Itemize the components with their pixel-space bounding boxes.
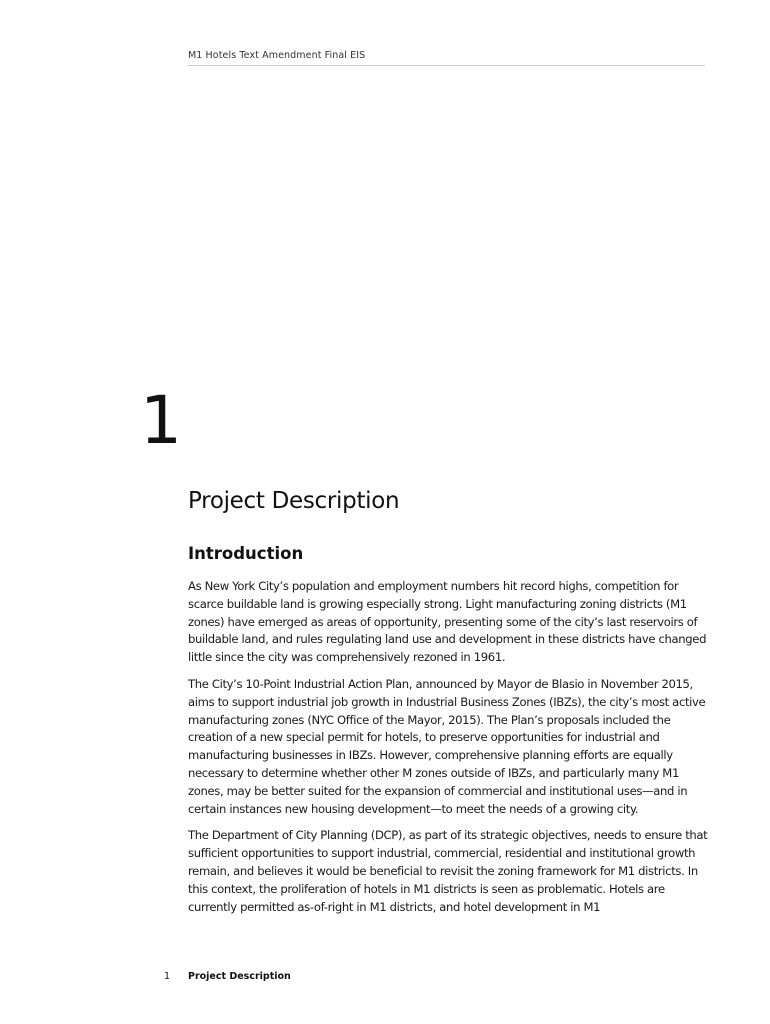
chapter-title: Project Description — [188, 488, 400, 514]
running-header: M1 Hotels Text Amendment Final EIS — [188, 50, 366, 61]
chapter-number: 1 — [140, 382, 182, 459]
paragraph-2: The City’s 10-Point Industrial Action Plan, announced by Mayor de Blasio in November 2015, aims to support industrial job growth in Industrial Business Zones (IBZs), the city’s most active manufacturing zones (NYC Office of the Mayor, 2015). The Plan’s proposals included the creation of a new special permit for hotels, to preserve opportunities for industrial and manufacturing businesses in IBZs. However, comprehensive planning efforts are equally necessary to determine whether other M zones outside of IBZs, and particularly many M1 zones, may be better suited for the expansion of commercial and institutional uses—and in certain instances new housing development—to meet the needs of a growing city. — [188, 676, 706, 816]
section-heading: Introduction — [188, 544, 304, 563]
footer-page-number: 1 — [164, 971, 171, 982]
paragraph-1: As New York City’s population and employment numbers hit record highs, competition for scarce buildable land is growing especially strong. Light manufacturing zoning districts (M1 zones) have emerged as areas of opportunity, presenting some of the city’s last reservoirs of buildable land, and rules regulating land use and development in these districts have changed little since the city was comprehensively rezoned in 1961. — [188, 579, 707, 665]
body-text — [188, 578, 708, 925]
paragraph-3: The Department of City Planning (DCP), as part of its strategic objectives, needs to ensure that sufficient opportunities to support industrial, commercial, residential and institutional growth remain, and believes it would be beneficial to revisit the zoning framework for M1 districts. In this context, the proliferation of hotels in M1 districts is seen as problematic. Hotels are currently permitted as-of-right in M1 districts, and hotel development in M1 — [188, 828, 708, 914]
footer-chapter-title: Project Description — [188, 971, 291, 982]
header-rule — [188, 65, 705, 66]
